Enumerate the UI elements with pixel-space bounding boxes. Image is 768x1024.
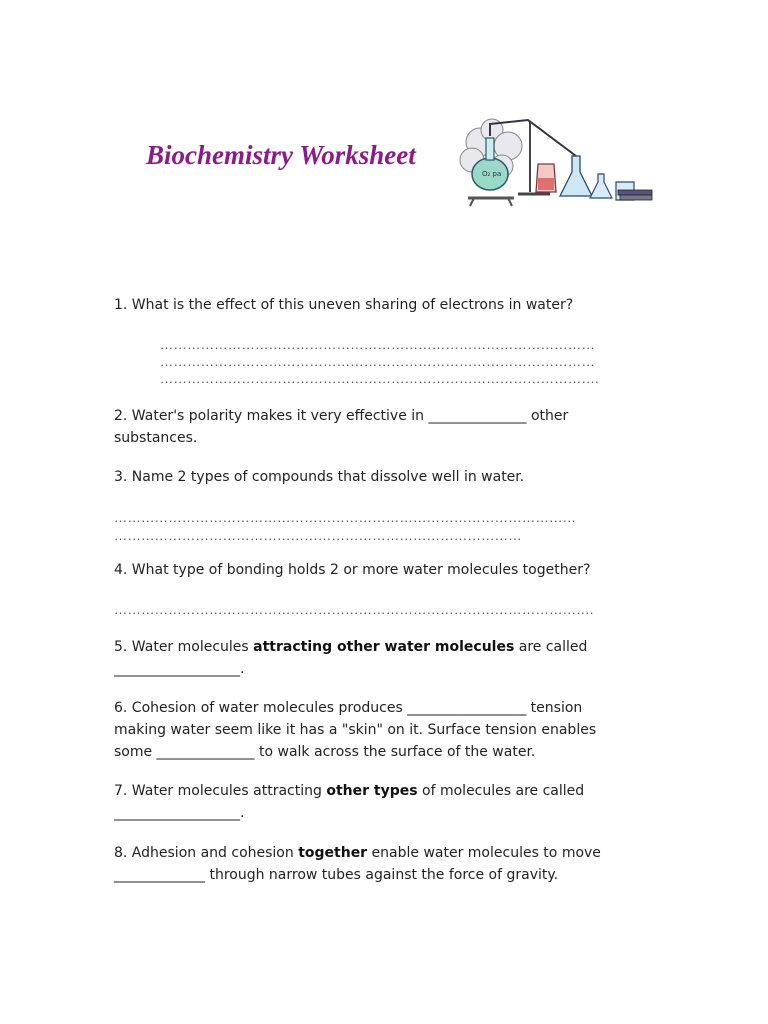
question-2: 2. Water's polarity makes it very effective in ______________ other substances. — [114, 408, 569, 446]
question-5-text-end: are called __________________. — [114, 639, 588, 677]
question-7-text: 7. Water molecules attracting — [114, 783, 327, 799]
answer-line: ……………………………………………………………………………… — [114, 528, 522, 543]
question-3: 3. Name 2 types of compounds that dissolve well in water. — [114, 469, 525, 485]
svg-text:O₂ pa: O₂ pa — [482, 170, 502, 178]
answer-line: ………………………………………………………………………………………… — [114, 510, 577, 525]
question-5 — [114, 636, 594, 680]
question-6: 6. Cohesion of water molecules produces _________________ tension making water seem like it has a "skin" on it. Surface tension enables some ______________ to walk across the surface of the water. — [114, 700, 597, 760]
question-5-text: 5. Water molecules — [114, 639, 254, 655]
answer-line: ……………………………………………………………………………………………. — [114, 602, 594, 617]
answer-line: ……………………………………………………………………………………. — [160, 371, 600, 386]
question-7-text-end: of molecules are called __________________. — [114, 783, 585, 821]
question-7-emphasis: other types — [326, 783, 418, 799]
question-8-emphasis: together — [298, 845, 368, 861]
question-8 — [114, 842, 604, 886]
lab-equipment-icon — [458, 112, 654, 208]
question-1: 1. What is the effect of this uneven sharing of electrons in water? — [114, 297, 574, 313]
answer-line: …………………………………………………………………………………… — [160, 354, 596, 369]
question-7 — [114, 780, 604, 824]
question-5-emphasis: attracting other water molecules — [253, 639, 515, 655]
question-8-text: 8. Adhesion and cohesion — [114, 845, 299, 861]
page-title: Biochemistry Worksheet — [146, 140, 416, 170]
question-8-text-end: enable water molecules to move _____________ through narrow tubes against the force of gravity. — [114, 845, 601, 883]
question-4: 4. What type of bonding holds 2 or more water molecules together? — [114, 562, 591, 578]
answer-line: …………………………………………………………………………………… — [160, 337, 596, 352]
